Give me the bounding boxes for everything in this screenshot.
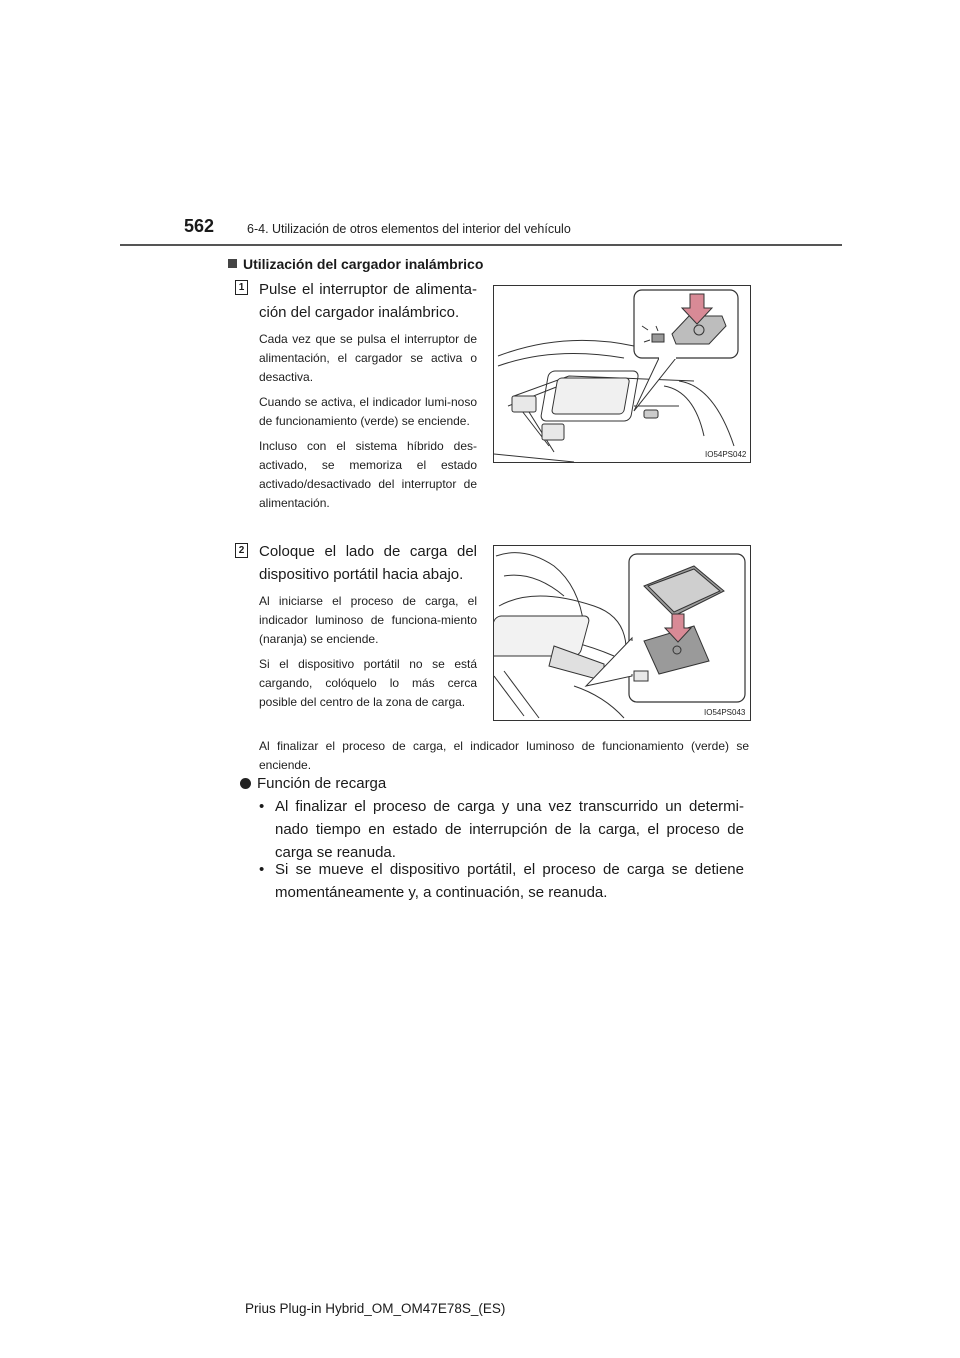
step-1-detail: Incluso con el sistema híbrido des-activado, se memoriza el estado activado/desactivado del interruptor de alimentación. <box>259 439 477 510</box>
figure-code-2: IO54PS043 <box>704 708 746 717</box>
recharge-heading <box>240 772 386 795</box>
heading-text: Utilización del cargador inalámbrico <box>243 256 484 272</box>
square-bullet-icon <box>228 259 237 268</box>
step-1-detail: Cada vez que se pulsa el interruptor de alimentación, el cargador se activa o desactiva. <box>259 332 477 384</box>
charger-switch-illustration <box>494 286 750 462</box>
step-2-details <box>259 592 477 718</box>
bullet-icon: • <box>259 798 265 815</box>
subsection-heading <box>228 256 483 272</box>
step-1-detail: Cuando se activa, el indicador lumi-noso de funcionamiento (verde) se enciende. <box>259 395 477 428</box>
recharge-title: Función de recarga <box>257 775 387 792</box>
step-2-detail: Al iniciarse el proceso de carga, el indicador luminoso de funciona-miento (naranja) se enciende. <box>259 594 477 646</box>
step-number-2: 2 <box>235 543 248 558</box>
step-1-instruction: Pulse el interruptor de alimenta-ción del cargador inalámbrico. <box>259 281 477 321</box>
figure-code-1: IO54PS042 <box>705 450 747 459</box>
recharge-item <box>259 858 744 904</box>
footer-document-id: Prius Plug-in Hybrid_OM_OM47E78S_(ES) <box>245 1301 506 1316</box>
header-divider <box>120 244 842 246</box>
step-number-1: 1 <box>235 280 248 295</box>
recharge-item <box>259 795 744 864</box>
section-title: 6-4. Utilización de otros elementos del interior del vehículo <box>247 222 571 236</box>
recharge-item-text: Si se mueve el dispositivo portátil, el proceso de carga se detiene momentáneamente y, a continuación, se reanuda. <box>275 861 744 901</box>
step-1-details <box>259 330 477 519</box>
bullet-icon: • <box>259 861 265 878</box>
bullet-dot-icon <box>240 778 251 789</box>
page-number: 562 <box>184 216 215 236</box>
completion-note: Al finalizar el proceso de carga, el indicador luminoso de funcionamiento (verde) se enciende. <box>259 739 749 772</box>
figure-place-device <box>493 545 751 721</box>
figure-power-switch <box>493 285 751 463</box>
step-2-detail: Si el dispositivo portátil no se está cargando, colóquelo lo más cerca posible del centro de la zona de carga. <box>259 657 477 709</box>
recharge-item-text: Al finalizar el proceso de carga y una vez transcurrido un determi-nado tiempo en estado de interrupción de la carga, el proceso de carga se reanuda. <box>275 798 744 861</box>
step-2-instruction: Coloque el lado de carga del dispositivo portátil hacia abajo. <box>259 543 477 583</box>
device-charging-illustration <box>494 546 750 720</box>
